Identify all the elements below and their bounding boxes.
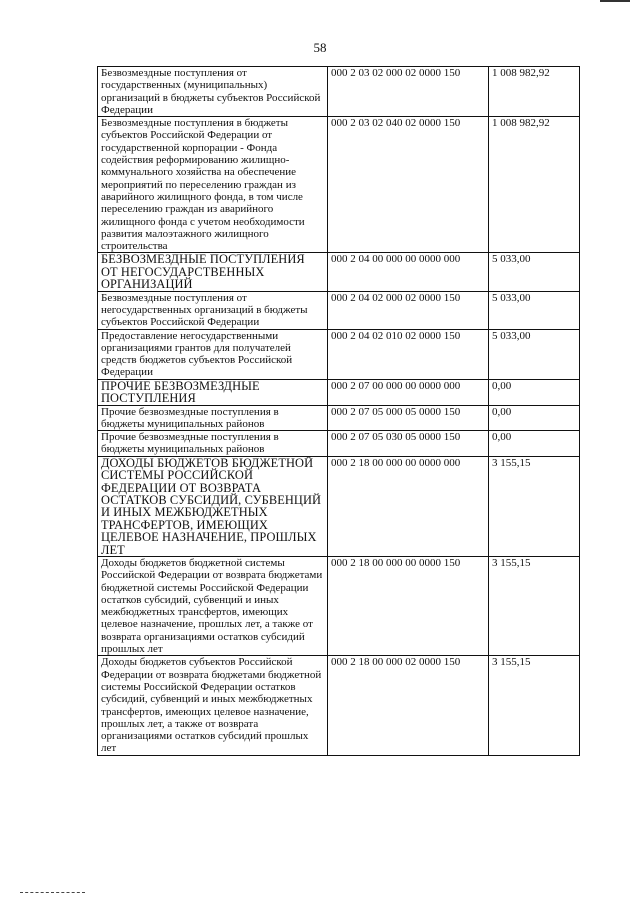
- table-row: [98, 117, 580, 253]
- revenue-name-cell: Прочие безвозмездные поступления в бюджеты муниципальных районов: [98, 405, 328, 431]
- table-row: [98, 557, 580, 656]
- amount-cell: 5 033,00: [489, 329, 580, 379]
- amount-cell: 3 155,15: [489, 656, 580, 755]
- amount-cell: 5 033,00: [489, 291, 580, 329]
- table-row: [98, 431, 580, 457]
- amount-cell: 5 033,00: [489, 253, 580, 291]
- revenue-name-cell: Безвозмездные поступления в бюджеты субъектов Российской Федерации от государственной корпорации - Фонда содействия реформированию жилищно-коммунального хозяйства на обеспечение мероприятий по переселению граждан из аварийного жилищного фонда, в том числе переселению граждан из аварийного жилищного фонда с учетом необходимости развития малоэтажного жилищного строительства: [98, 117, 328, 253]
- table-row: [98, 379, 580, 405]
- amount-cell: 1 008 982,92: [489, 117, 580, 253]
- revenue-name-cell: Безвозмездные поступления от негосударственных организаций в бюджеты субъектов Российской Федерации: [98, 291, 328, 329]
- revenue-name-cell: Предоставление негосударственными организациями грантов для получателей средств бюджетов субъектов Российской Федерации: [98, 329, 328, 379]
- amount-cell: 0,00: [489, 431, 580, 457]
- budget-code-cell: 000 2 18 00 000 00 0000 150: [328, 557, 489, 656]
- budget-code-cell: 000 2 07 05 030 05 0000 150: [328, 431, 489, 457]
- budget-code-cell: 000 2 18 00 000 02 0000 150: [328, 656, 489, 755]
- page-number: 58: [313, 40, 327, 55]
- amount-cell: 0,00: [489, 379, 580, 405]
- table-row: [98, 253, 580, 291]
- amount-cell: 3 155,15: [489, 557, 580, 656]
- budget-code-cell: 000 2 03 02 000 02 0000 150: [328, 67, 489, 117]
- budget-code-cell: 000 2 18 00 000 00 0000 000: [328, 456, 489, 556]
- budget-code-cell: 000 2 04 02 000 02 0000 150: [328, 291, 489, 329]
- revenue-name-cell: Безвозмездные поступления от государственных (муниципальных) организаций в бюджеты субъектов Российской Федерации: [98, 67, 328, 117]
- budget-code-cell: 000 2 07 05 000 05 0000 150: [328, 405, 489, 431]
- scan-corner-mark: [600, 0, 630, 2]
- table-row: [98, 456, 580, 556]
- budget-code-cell: 000 2 03 02 040 02 0000 150: [328, 117, 489, 253]
- table-row: [98, 656, 580, 755]
- revenue-name-cell: ПРОЧИЕ БЕЗВОЗМЕЗДНЫЕ ПОСТУПЛЕНИЯ: [98, 379, 328, 405]
- table-body: [98, 67, 580, 756]
- revenue-name-cell: БЕЗВОЗМЕЗДНЫЕ ПОСТУПЛЕНИЯ ОТ НЕГОСУДАРСТВЕННЫХ ОРГАНИЗАЦИЙ: [98, 253, 328, 291]
- amount-cell: 1 008 982,92: [489, 67, 580, 117]
- table-row: [98, 291, 580, 329]
- budget-revenue-table: [97, 66, 580, 756]
- revenue-name-cell: Доходы бюджетов субъектов Российской Федерации от возврата бюджетами бюджетной системы Российской Федерации остатков субсидий, субвенций и иных межбюджетных трансфертов, имеющих целевое назначение, прошлых лет, а также от возврата организациями остатков субсидий прошлых лет: [98, 656, 328, 755]
- revenue-name-cell: ДОХОДЫ БЮДЖЕТОВ БЮДЖЕТНОЙ СИСТЕМЫ РОССИЙСКОЙ ФЕДЕРАЦИИ ОТ ВОЗВРАТА ОСТАТКОВ СУБСИДИЙ, СУБВЕНЦИЙ И ИНЫХ МЕЖБЮДЖЕТНЫХ ТРАНСФЕРТОВ, ИМЕЮЩИХ ЦЕЛЕВОЕ НАЗНАЧЕНИЕ, ПРОШЛЫХ ЛЕТ: [98, 456, 328, 556]
- revenue-name-cell: Доходы бюджетов бюджетной системы Российской Федерации от возврата бюджетами бюджетной системы Российской Федерации остатков субсидий, субвенций и иных межбюджетных трансфертов, имеющих целевое назначение, прошлых лет, а также от возврата организациями остатков субсидий прошлых лет: [98, 557, 328, 656]
- footer-mark: [20, 892, 85, 894]
- table-row: [98, 67, 580, 117]
- table-row: [98, 405, 580, 431]
- amount-cell: 3 155,15: [489, 456, 580, 556]
- revenue-name-cell: Прочие безвозмездные поступления в бюджеты муниципальных районов: [98, 431, 328, 457]
- budget-code-cell: 000 2 07 00 000 00 0000 000: [328, 379, 489, 405]
- table-row: [98, 329, 580, 379]
- budget-code-cell: 000 2 04 02 010 02 0000 150: [328, 329, 489, 379]
- amount-cell: 0,00: [489, 405, 580, 431]
- budget-code-cell: 000 2 04 00 000 00 0000 000: [328, 253, 489, 291]
